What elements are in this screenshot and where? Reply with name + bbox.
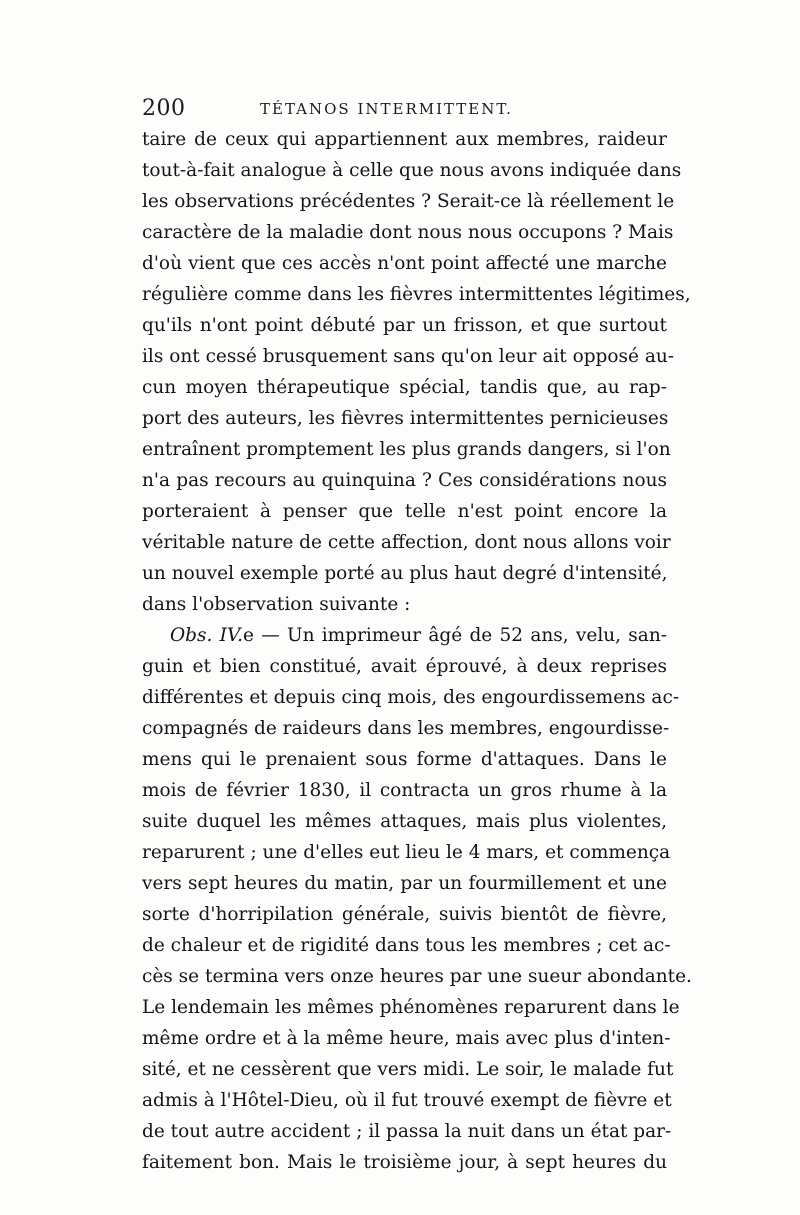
observation-label: Obs. IV. [170,625,243,646]
text-line: n'a pas recours au quinquina ? Ces considérations nous [142,470,667,491]
text-line: admis à l'Hôtel-Dieu, où il fut trouvé exempt de fièvre et [142,1090,672,1111]
page-header [142,96,667,126]
text-line: qu'ils n'ont point débuté par un frisson, et que surtout [142,315,667,336]
text-line: suite duquel les mêmes attaques, mais plus violentes, [142,811,667,832]
text-line: sorte d'horripilation générale, suivis bientôt de fièvre, [142,904,667,925]
text-line: taire de ceux qui appartiennent aux membres, raideur [142,129,667,150]
text-line: différentes et depuis cinq mois, des engourdissemens ac- [142,687,680,708]
text-line: entraînent promptement les plus grands dangers, si l'on [142,439,671,460]
text-line: mois de février 1830, il contracta un gros rhume à la [142,780,667,801]
text-line: les observations précédentes ? Serait-ce là réellement le [142,191,675,212]
text-line: sité, et ne cessèrent que vers midi. Le soir, le malade fut [142,1059,674,1080]
text-line: cès se termina vers onze heures par une sueur abondante. [142,966,692,987]
text-line: un nouvel exemple porté au plus haut degré d'intensité, [142,563,668,584]
text-line: Le lendemain les mêmes phénomènes reparurent dans le [142,997,680,1018]
text-line: tout-à-fait analogue à celle que nous avons indiquée dans [142,160,682,181]
text-line: véritable nature de cette affection, dont nous allons voir [142,532,671,553]
page-number: 200 [142,96,186,121]
text-line: cun moyen thérapeutique spécial, tandis que, au rap- [142,377,667,398]
text-line: de tout autre accident ; il passa la nuit dans un état par- [142,1121,672,1142]
text-line: reparurent ; une d'elles eut lieu le 4 mars, et commença [142,842,671,863]
text-line: ils ont cessé brusquement sans qu'on leur ait opposé au- [142,346,675,367]
text-line: même ordre et à la même heure, mais avec plus d'inten- [142,1028,671,1049]
text-line: de chaleur et de rigidité dans tous les membres ; cet ac- [142,935,671,956]
text-line: mens qui le prenaient sous forme d'attaques. Dans le [142,749,667,770]
text-line: guin et bien constitué, avait éprouvé, à deux reprises [142,656,667,677]
text-line: compagnés de raideurs dans les membres, engourdisse- [142,718,670,739]
body-text [142,124,692,1178]
text-line: dans l'observation suivante : [142,594,411,615]
text-line: porteraient à penser que telle n'est point encore la [142,501,667,522]
running-head: TÉTANOS INTERMITTENT. [260,100,513,118]
text-line: d'où vient que ces accès n'ont point affecté une marche [142,253,667,274]
observation-heading-line [142,620,667,651]
text-line: vers sept heures du matin, par un fourmillement et une [142,873,667,894]
text-line: port des auteurs, les fièvres intermittentes pernicieuses [142,408,669,429]
text-line: faitement bon. Mais le troisième jour, à sept heures du [142,1152,667,1173]
text-line: caractère de la maladie dont nous nous occupons ? Mais [142,222,674,243]
observation-first-line-text: e — Un imprimeur âgé de 52 ans, velu, san- [242,625,667,646]
text-line: régulière comme dans les fièvres intermittentes légitimes, [142,284,691,305]
